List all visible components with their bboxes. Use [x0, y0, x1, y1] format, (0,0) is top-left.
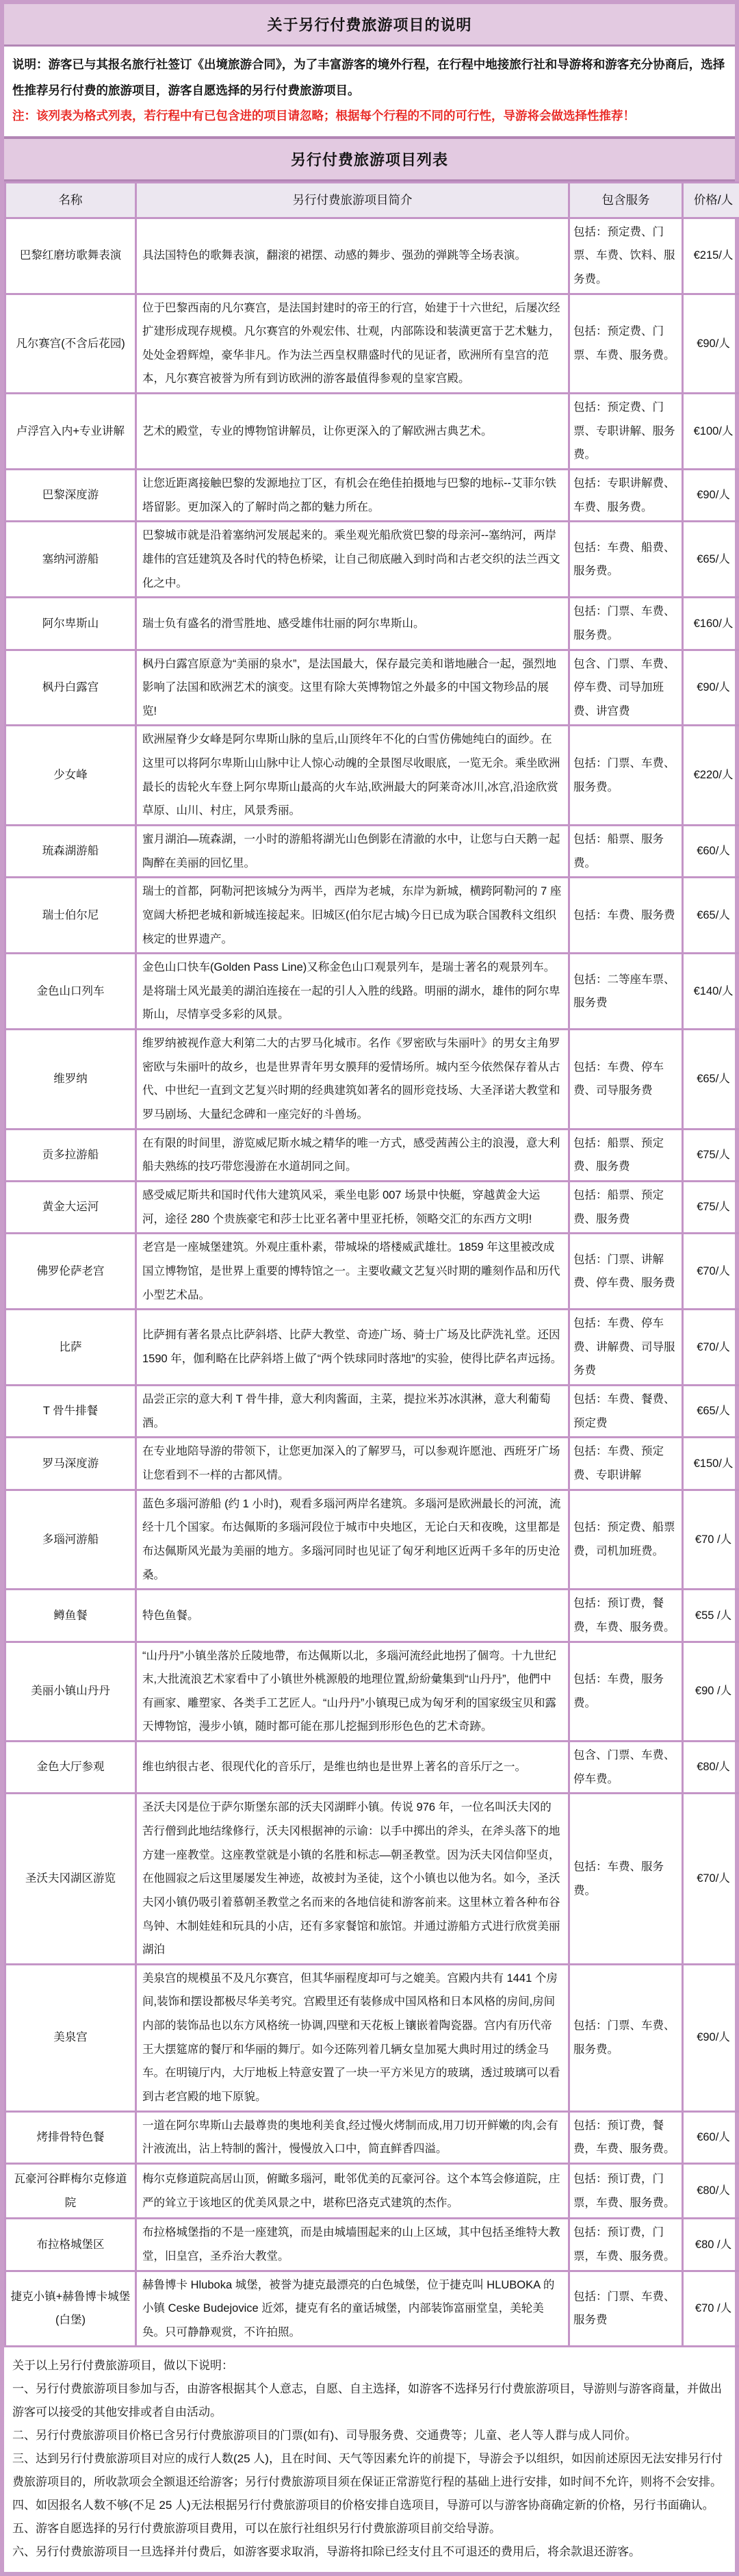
table-row: [5, 598, 739, 650]
project-intro: 特色鱼餐。: [136, 1590, 569, 1642]
project-name: 阿尔卑斯山: [5, 598, 136, 650]
project-intro: 圣沃夫冈是位于萨尔斯堡东部的沃夫冈湖畔小镇。传说 976 年，一位名叫沃夫冈的苦行僧到此地结缘修行，沃夫冈根据神的示谕：以手中掷出的斧头，在斧头落下的地方建一座教堂。这座教堂就是小镇的名胜和标志—朝圣教堂。因为沃夫冈信仰坚贞，在他圆寂之后这里屡屡发生神迹，故被封为圣徒，这个小镇也以他为名。如今，圣沃夫冈小镇仍吸引着慕朝圣教堂之名而来的各地信徒和游客前来。这里林立着各种布谷鸟钟、木制娃娃和玩具的小店，还有多家餐馆和旅馆。并通过游船方式进行欣赏美丽湖泊: [136, 1794, 569, 1964]
project-intro: 瑞士负有盛名的滑雪胜地、感受雄伟壮丽的阿尔卑斯山。: [136, 598, 569, 650]
project-name: 烤排骨特色餐: [5, 2111, 136, 2163]
project-services: 包括：预定费、门票、车费、饮料、服务费。: [569, 218, 683, 294]
project-services: 包括：车费、停车费、讲解费、司导服务费: [569, 1310, 683, 1386]
project-intro: 让您近距离接触巴黎的发源地拉丁区，有机会在绝佳拍摄地与巴黎的地标--艾菲尔铁塔留影。更加深入的了解时尚之都的魅力所在。: [136, 470, 569, 522]
project-intro: 比萨拥有著名景点比萨斜塔、比萨大教堂、奇迹广场、骑士广场及比萨洗礼堂。还因 1590 年，伽利略在比萨斜塔上做了“两个铁球同时落地”的实验，使得比萨名声远扬。: [136, 1310, 569, 1386]
project-name: 瑞士伯尔尼: [5, 878, 136, 954]
project-price: €90/人: [683, 1964, 739, 2111]
project-price: €140/人: [683, 954, 739, 1030]
project-price: €70 /人: [683, 2271, 739, 2347]
note-item: 四、如因报名人数不够(不足 25 人)无法根据另行付费旅游项目的价格安排自选项目，导游可以与游客协商确定新的价格，另行书面确认。: [12, 2494, 727, 2517]
table-row: [5, 1590, 739, 1642]
table-row: [5, 2163, 739, 2218]
project-name: 枫丹白露宫: [5, 650, 136, 726]
project-price: €150/人: [683, 1438, 739, 1490]
table-row: [5, 394, 739, 470]
note-item: 六、另行付费旅游项目一旦选择并付费后，如游客要求取消，导游将扣除已经支付且不可退还的费用后，将余款退还游客。: [12, 2540, 727, 2564]
project-services: 包含、门票、车费、停车费、司导加班费、讲宫费: [569, 650, 683, 726]
project-name: 凡尔赛宫(不含后花园): [5, 294, 136, 394]
project-price: €70/人: [683, 1310, 739, 1386]
project-name: 塞纳河游船: [5, 522, 136, 598]
table-row: [5, 522, 739, 598]
table-row: [5, 1742, 739, 1794]
project-name: 维罗纳: [5, 1030, 136, 1130]
project-services: 包括：预订费，餐费，车费、服务费。: [569, 1590, 683, 1642]
project-name: 佛罗伦萨老宫: [5, 1234, 136, 1310]
project-name: 瓦豪河谷畔梅尔克修道院: [5, 2163, 136, 2218]
table-row: [5, 878, 739, 954]
project-intro: 老宫是一座城堡建筑。外观庄重朴素，带城垛的塔楼威武雄壮。1859 年这里被改成国立博物馆，是世界上重要的博特馆之一。主要收藏文艺复兴时期的雕刻作品和历代小型艺术品。: [136, 1234, 569, 1310]
project-services: 包括：预定费、船票费，司机加班费。: [569, 1490, 683, 1590]
project-name: 美丽小镇山丹丹: [5, 1642, 136, 1742]
header-services: 包含服务: [569, 182, 683, 218]
project-price: €90/人: [683, 294, 739, 394]
project-price: €70/人: [683, 1234, 739, 1310]
table-row: [5, 2219, 739, 2271]
project-services: 包括：预订费，门票，车费、服务费。: [569, 2163, 683, 2218]
project-price: €65/人: [683, 1030, 739, 1130]
project-services: 包括：车费、预定费、专职讲解: [569, 1438, 683, 1490]
note-item: 一、另行付费旅游项目参加与否，由游客根据其个人意志，自愿、自主选择，如游客不选择另行付费旅游项目，导游则与游客商量，并做出游客可以接受的其他安排或者自由活动。: [12, 2377, 727, 2424]
project-price: €90/人: [683, 470, 739, 522]
table-row: [5, 2271, 739, 2347]
project-name: 美泉宫: [5, 1964, 136, 2111]
projects-table: [4, 181, 739, 2348]
project-services: 包括：二等座车票、服务费: [569, 954, 683, 1030]
project-services: 包括：预订费，门票，车费、服务费。: [569, 2219, 683, 2271]
project-price: €220/人: [683, 726, 739, 826]
notes-heading: 关于以上另行付费旅游项目，做以下说明：: [12, 2354, 727, 2377]
project-services: 包括：预定费、门票、车费、服务费。: [569, 294, 683, 394]
project-services: 包括：车费、船费、服务费。: [569, 522, 683, 598]
project-name: 圣沃夫冈湖区游览: [5, 1794, 136, 1964]
project-price: €70 /人: [683, 1490, 739, 1590]
project-price: €90 /人: [683, 1642, 739, 1742]
table-row: [5, 1794, 739, 1964]
page-title: 关于另行付费旅游项目的说明: [4, 4, 735, 47]
project-intro: 枫丹白露宫原意为“美丽的泉水”，是法国最大，保存最完美和谐地融合一起，强烈地影响了法国和欧洲艺术的演变。这里有除大英博物馆之外最多的中国文物珍品的展览!: [136, 650, 569, 726]
project-name: 琉森湖游船: [5, 826, 136, 878]
project-intro: 在有限的时间里，游览威尼斯水城之精华的唯一方式，感受茜茜公主的浪漫，意大利船夫熟练的技巧带您漫游在水道胡同之间。: [136, 1129, 569, 1181]
project-price: €60/人: [683, 2111, 739, 2163]
project-name: 卢浮宫入内+专业讲解: [5, 394, 136, 470]
project-intro: 感受威尼斯共和国时代伟大建筑风采，乘坐电影 007 场景中快艇，穿越黄金大运河，途径 280 个贵族豪宅和莎士比亚名著中里亚托桥，领略交汇的东西方文明!: [136, 1181, 569, 1233]
project-price: €90/人: [683, 650, 739, 726]
project-intro: 维罗纳被视作意大利第二大的古罗马化城市。名作《罗密欧与朱丽叶》的男女主角罗密欧与朱丽叶的故乡，也是世界青年男女膜拜的爱情场所。城内至今依然保存着从古代、中世纪一直到文艺复兴时期的经典建筑如著名的圆形竞技场、大圣泽诺大教堂和罗马剧场、大量纪念碑和一座完好的斗兽场。: [136, 1030, 569, 1130]
note-item: 五、游客自愿选择的另行付费旅游项目费用，可以在旅行社组织另行付费旅游项目前交给导游。: [12, 2517, 727, 2540]
project-intro: 赫鲁博卡 Hluboka 城堡，被誉为捷克最漂亮的白色城堡，位于捷克叫 HLUBOKA 的小镇 Ceske Budejovice 近郊，捷克有名的童话城堡，内部装饰富丽堂皇，美轮美奂。只可静静观赏，不许拍照。: [136, 2271, 569, 2347]
project-name: 金色大厅参观: [5, 1742, 136, 1794]
projects-table-body: [5, 218, 739, 2347]
table-row: [5, 1129, 739, 1181]
table-header-row: [5, 182, 739, 218]
table-row: [5, 1438, 739, 1490]
table-row: [5, 1386, 739, 1438]
project-price: €75/人: [683, 1181, 739, 1233]
project-services: 包括：车费、停车费、司导服务费: [569, 1030, 683, 1130]
project-services: 包括：船票、预定费、服务费: [569, 1129, 683, 1181]
project-price: €80/人: [683, 1742, 739, 1794]
project-services: 包括：专职讲解费、车费、服务费。: [569, 470, 683, 522]
intro-red-note: 注：该列表为格式列表，若行程中有已包含进的项目请忽略；根据每个行程的不同的可行性，导游将会做选择性推荐！: [12, 103, 727, 129]
table-row: [5, 1964, 739, 2111]
project-price: €80/人: [683, 2163, 739, 2218]
intro-paragraph: 说明：游客已与其报名旅行社签订《出境旅游合同》，为了丰富游客的境外行程，在行程中地接旅行社和导游将和游客充分协商后，选择性推荐另行付费的旅游项目，游客自愿选择的另行付费旅游项目。: [12, 52, 727, 103]
header-intro: 另行付费旅游项目简介: [136, 182, 569, 218]
project-services: 包括：门票、讲解费、停车费、服务费: [569, 1234, 683, 1310]
project-intro: 布拉格城堡指的不是一座建筑，而是由城墙围起来的山上区域，其中包括圣维特大教堂，旧皇宫，圣乔治大教堂。: [136, 2219, 569, 2271]
project-price: €80 /人: [683, 2219, 739, 2271]
project-intro: 梅尔克修道院高居山顶，俯瞰多瑙河，毗邻优美的瓦豪河谷。这个本笃会修道院，庄严的耸立于该地区的优美风景之中，堪称巴洛克式建筑的杰作。: [136, 2163, 569, 2218]
project-name: 金色山口列车: [5, 954, 136, 1030]
project-services: 包括：车费、服务费: [569, 878, 683, 954]
table-title: 另行付费旅游项目列表: [4, 138, 735, 181]
table-row: [5, 826, 739, 878]
project-intro: 蓝色多瑙河游船 (约 1 小时)，观看多瑙河两岸名建筑。多瑙河是欧洲最长的河流，流经十几个国家。布达佩斯的多瑙河段位于城市中央地区，无论白天和夜晚，这里都是布达佩斯风光最为美丽的地方。多瑙河同时也见证了匈牙利地区近两千多年的历史沧桑。: [136, 1490, 569, 1590]
project-services: 包括：车费、餐费、预定费: [569, 1386, 683, 1438]
project-services: 包括：车费，服务费。: [569, 1642, 683, 1742]
project-price: €215/人: [683, 218, 739, 294]
table-row: [5, 650, 739, 726]
project-intro: 巴黎城市就是沿着塞纳河发展起来的。乘坐观光船欣赏巴黎的母亲河--塞纳河，两岸雄伟的宫廷建筑及各时代的特色桥梁，让自己彻底融入到时尚和古老交织的法兰西文化之中。: [136, 522, 569, 598]
project-price: €100/人: [683, 394, 739, 470]
project-intro: 在专业地陪导游的带领下，让您更加深入的了解罗马，可以参观许愿池、西班牙广场让您看到不一样的古都风情。: [136, 1438, 569, 1490]
project-intro: 瑞士的首都，阿勒河把该城分为两半，西岸为老城，东岸为新城，横跨阿勒河的 7 座宽阔大桥把老城和新城连接起来。旧城区(伯尔尼古城)今日已成为联合国教科文组织核定的世界遗产。: [136, 878, 569, 954]
project-price: €65/人: [683, 522, 739, 598]
project-services: 包括：门票、车费、服务费。: [569, 1964, 683, 2111]
project-price: €65/人: [683, 1386, 739, 1438]
table-row: [5, 954, 739, 1030]
project-name: 贡多拉游船: [5, 1129, 136, 1181]
project-name: T 骨牛排餐: [5, 1386, 136, 1438]
project-name: 少女峰: [5, 726, 136, 826]
project-services: 包括：船票、预定费、服务费: [569, 1181, 683, 1233]
intro-section: [4, 47, 735, 138]
table-row: [5, 1490, 739, 1590]
header-price: 价格/人: [683, 182, 739, 218]
table-row: [5, 294, 739, 394]
header-name: 名称: [5, 182, 136, 218]
project-intro: 蜜月湖泊—琉森湖，一小时的游船将湖光山色倒影在清澈的水中，让您与白天鹅一起陶醉在美丽的回忆里。: [136, 826, 569, 878]
project-intro: “山丹丹”小镇坐落於丘陵地帶，布达佩斯以北，多瑙河流经此地拐了個弯。十九世纪末,大批流浪艺术家看中了小镇世外桃源般的地理位置,紛紛彙集到“山丹丹”，他們中有画家、雕塑家、各类手工艺匠人。“山丹丹”小镇現已成为匈牙利的国家级宝贝和露天博物馆，漫步小镇，随时都可能在那儿挖掘到形形色色的艺术奇跡。: [136, 1642, 569, 1742]
project-services: 包括：门票、车费、服务费。: [569, 726, 683, 826]
table-row: [5, 470, 739, 522]
table-row: [5, 1310, 739, 1386]
project-intro: 位于巴黎西南的凡尔赛宫，是法国封建时的帝王的行宫，始建于十六世纪，后屡次经扩建形成现存规模。凡尔赛宫的外观宏伟、壮观，内部陈设和装潢更富于艺术魅力，处处金碧辉煌，豪华非凡。作为法兰西皇权鼎盛时代的见证者，欧洲所有皇宫的范本，凡尔赛宫被誉为所有到访欧洲的游客最值得参观的皇家宫殿。: [136, 294, 569, 394]
project-name: 捷克小镇+赫鲁博卡城堡(白堡): [5, 2271, 136, 2347]
project-intro: 一道在阿尔卑斯山去最尊贵的奥地利美食,经过慢火烤制而成,用刀切开鲜嫩的肉,会有汁液流出，沾上特制的酱汁，慢慢放入口中，简直鲜香四溢。: [136, 2111, 569, 2163]
note-item: 二、另行付费旅游项目价格已含另行付费旅游项目的门票(如有)、司导服务费、交通费等；儿童、老人等人群与成人同价。: [12, 2424, 727, 2447]
notes-section: [4, 2347, 735, 2572]
project-name: 巴黎红磨坊歌舞表演: [5, 218, 136, 294]
table-row: [5, 1234, 739, 1310]
project-intro: 维也纳很古老、很现代化的音乐厅，是维也纳也是世界上著名的音乐厅之一。: [136, 1742, 569, 1794]
project-name: 黄金大运河: [5, 1181, 136, 1233]
project-services: 包括：门票、车费、服务费。: [569, 598, 683, 650]
project-name: 巴黎深度游: [5, 470, 136, 522]
project-intro: 金色山口快车(Golden Pass Line)又称金色山口观景列车，是瑞士著名的观景列车。是将瑞士风光最美的湖泊连接在一起的引人入胜的线路。明丽的湖水，雄伟的阿尔卑斯山，尽情享受多彩的风景。: [136, 954, 569, 1030]
table-row: [5, 2111, 739, 2163]
table-row: [5, 1181, 739, 1233]
project-price: €70/人: [683, 1794, 739, 1964]
project-intro: 美泉宫的规模虽不及凡尔赛宫，但其华丽程度却可与之媲美。宫殿内共有 1441 个房间,装饰和摆设都极尽华美考究。宫殿里还有装修成中国风格和日本风格的房间,房间内部的装饰品也以东方风格统一协调,四壁和天花板上镶嵌着陶瓷器。宫内有历代帝王大摆筵席的餐厅和华丽的舞厅。如今还陈列着几辆女皇加冕大典时用过的绣金马车。在明镜厅内，大厅地板上特意安置了一块一平方米见方的玻璃，透过玻璃可以看到古老宫殿的地下原貌。: [136, 1964, 569, 2111]
project-price: €55 /人: [683, 1590, 739, 1642]
project-services: 包括：预定费、门票、专职讲解、服务费。: [569, 394, 683, 470]
note-item: 三、达到另行付费旅游项目对应的成行人数(25 人)，且在时间、天气等因素允许的前提下，导游会予以组织，如因前述原因无法安排另行付费旅游项目的，所收款项会全额退还给游客；另行付费旅游项目须在保证正常游览行程的基础上进行安排，如时间不允许，则将不会安排。: [12, 2447, 727, 2494]
project-intro: 品尝正宗的意大利 T 骨牛排，意大利肉酱面，主菜，提拉米苏冰淇淋，意大利葡萄酒。: [136, 1386, 569, 1438]
project-intro: 具法国特色的歌舞表演，翻滚的裙摆、动感的舞步、强劲的弹跳等全场表演。: [136, 218, 569, 294]
project-name: 比萨: [5, 1310, 136, 1386]
project-services: 包含、门票、车费、停车费。: [569, 1742, 683, 1794]
table-row: [5, 726, 739, 826]
project-name: 罗马深度游: [5, 1438, 136, 1490]
project-price: €65/人: [683, 878, 739, 954]
project-name: 布拉格城堡区: [5, 2219, 136, 2271]
project-name: 鳟鱼餐: [5, 1590, 136, 1642]
table-row: [5, 1030, 739, 1130]
project-services: 包括：车费、服务费。: [569, 1794, 683, 1964]
project-intro: 欧洲屋脊少女峰是阿尔卑斯山脉的皇后,山顶终年不化的白雪仿佛她纯白的面纱。在这里可以将阿尔卑斯山山脉中让人惊心动魄的全景图尽收眼底，一览无余。乘坐欧洲最长的齿轮火车登上阿尔卑斯山最高的火车站,欧洲最大的阿莱奇冰川,冰宫,沿途欣赏草原、山川、村庄，风景秀丽。: [136, 726, 569, 826]
table-row: [5, 1642, 739, 1742]
project-services: 包括：船票、服务费。: [569, 826, 683, 878]
project-price: €75/人: [683, 1129, 739, 1181]
project-name: 多瑙河游船: [5, 1490, 136, 1590]
project-services: 包括：门票、车费、服务费: [569, 2271, 683, 2347]
project-price: €60/人: [683, 826, 739, 878]
project-services: 包括：预订费，餐费，车费、服务费。: [569, 2111, 683, 2163]
project-price: €160/人: [683, 598, 739, 650]
project-intro: 艺术的殿堂，专业的博物馆讲解员，让你更深入的了解欧洲古典艺术。: [136, 394, 569, 470]
table-row: [5, 218, 739, 294]
